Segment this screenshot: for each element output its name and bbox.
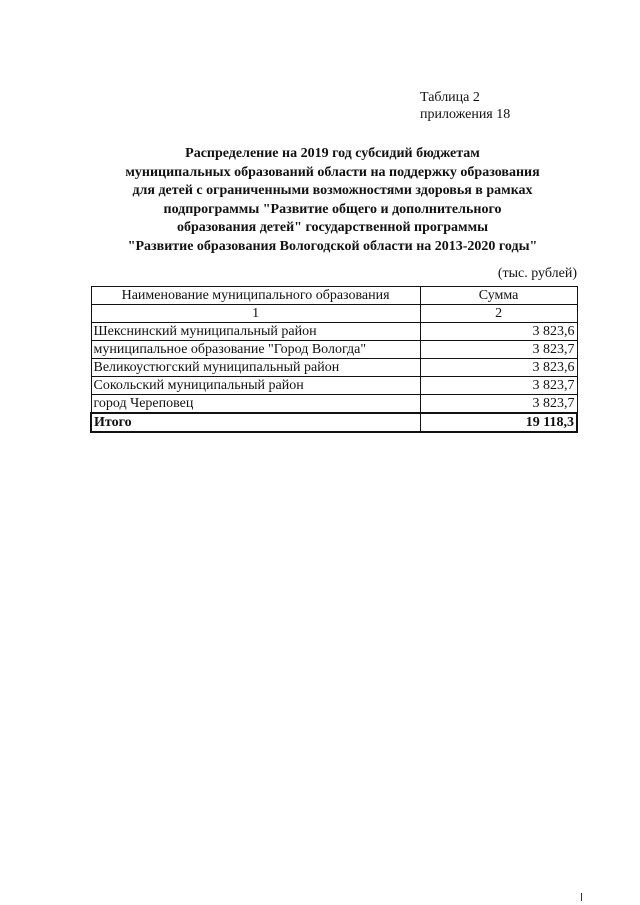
units-label: (тыс. рублей) bbox=[497, 266, 577, 281]
total-row bbox=[91, 413, 577, 432]
column-number-cell: 2 bbox=[420, 305, 577, 323]
total-amount-cell: 19 118,3 bbox=[420, 413, 577, 432]
table-row bbox=[91, 341, 577, 359]
title-line: "Развитие образования Вологодской области на 2013-2020 годы" bbox=[127, 238, 538, 254]
table-row bbox=[91, 323, 577, 341]
table-reference bbox=[420, 89, 510, 123]
municipality-name-cell: муниципальное образование "Город Вологда" bbox=[91, 341, 420, 359]
table-row bbox=[91, 395, 577, 414]
municipality-name-cell: Сокольский муниципальный район bbox=[91, 377, 420, 395]
municipality-name-cell: Шекснинский муниципальный район bbox=[91, 323, 420, 341]
table-row bbox=[91, 359, 577, 377]
header-cell-amount: Сумма bbox=[420, 287, 577, 305]
column-number-row bbox=[91, 305, 577, 323]
amount-cell: 3 823,7 bbox=[420, 395, 577, 414]
municipality-name-cell: Великоустюгский муниципальный район bbox=[91, 359, 420, 377]
title-line: образования детей" государственной программы bbox=[176, 220, 489, 236]
subsidy-table bbox=[90, 286, 578, 433]
document-title bbox=[60, 145, 605, 257]
title-line: для детей с ограниченными возможностями здоровья в рамках bbox=[132, 183, 533, 199]
amount-cell: 3 823,6 bbox=[420, 359, 577, 377]
header-cell-name: Наименование муниципального образования bbox=[91, 287, 420, 305]
appendix-label: приложения 18 bbox=[420, 107, 511, 122]
amount-cell: 3 823,7 bbox=[420, 341, 577, 359]
title-line: муниципальных образований области на поддержку образования bbox=[125, 164, 540, 180]
column-number-cell: 1 bbox=[91, 305, 420, 323]
title-line: подпрограммы "Развитие общего и дополнительного bbox=[163, 201, 502, 217]
municipality-name-cell: город Череповец bbox=[91, 395, 420, 414]
amount-cell: 3 823,6 bbox=[420, 323, 577, 341]
table-number-label: Таблица 2 bbox=[420, 90, 480, 105]
table-header-row bbox=[91, 287, 577, 305]
scan-artifact-mark bbox=[581, 893, 582, 901]
title-line: Распределение на 2019 год субсидий бюджетам bbox=[185, 146, 480, 161]
total-label-cell: Итого bbox=[91, 413, 420, 432]
amount-cell: 3 823,7 bbox=[420, 377, 577, 395]
table-row bbox=[91, 377, 577, 395]
